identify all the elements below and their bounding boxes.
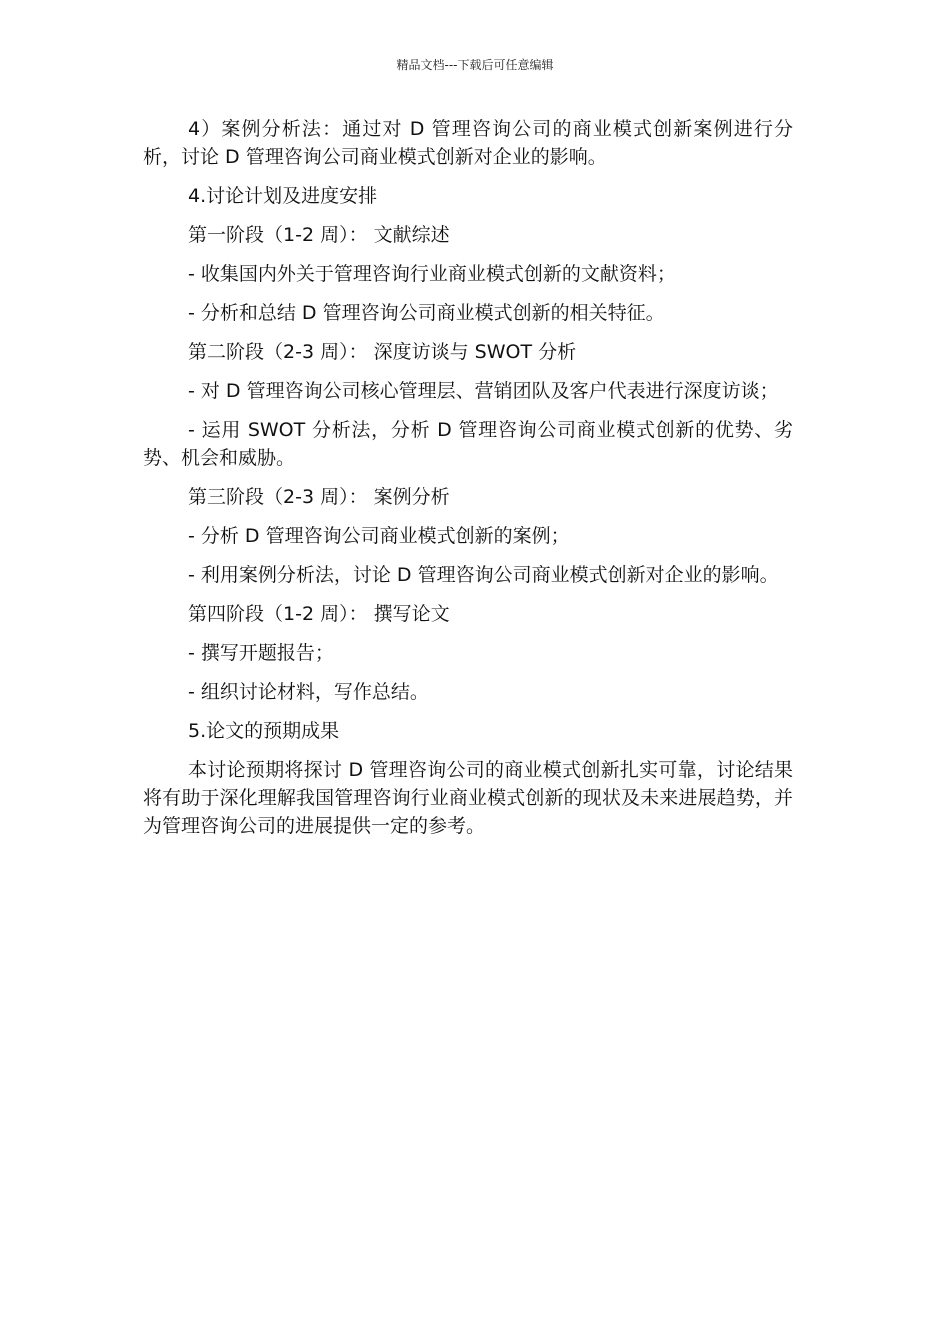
stage-three-item-1: - 分析 D 管理咨询公司商业模式创新的案例；: [188, 525, 570, 547]
paragraph-expected-results: 本讨论预期将探讨 D 管理咨询公司的商业模式创新扎实可靠，讨论结果将有助于深化理解我国管理咨询行业商业模式创新的现状及未来进展趋势，并为管理咨询公司的进展提供一定的参考。: [143, 759, 793, 837]
stage-two-item-2: - 运用 SWOT 分析法，分析 D 管理咨询公司商业模式创新的优势、劣势、机会和威胁。: [143, 419, 793, 469]
document-body: [143, 115, 793, 851]
stage-four-item-2: - 组织讨论材料，写作总结。: [188, 681, 429, 703]
stage-three-item-2: - 利用案例分析法，讨论 D 管理咨询公司商业模式创新对企业的影响。: [188, 564, 779, 586]
page-header: 精品文档---下载后可任意编辑: [396, 58, 554, 72]
stage-four-title: 第四阶段（1-2 周）： 撰写论文: [188, 603, 450, 625]
stage-four-item-1: - 撰写开题报告；: [188, 642, 334, 664]
stage-two-item-1: - 对 D 管理咨询公司核心管理层、营销团队及客户代表进行深度访谈；: [188, 380, 779, 402]
stage-one-item-2: - 分析和总结 D 管理咨询公司商业模式创新的相关特征。: [188, 302, 665, 324]
paragraph-case-analysis-method: 4）案例分析法：通过对 D 管理咨询公司的商业模式创新案例进行分析，讨论 D 管理咨询公司商业模式创新对企业的影响。: [143, 118, 793, 168]
stage-one-title: 第一阶段（1-2 周）： 文献综述: [188, 224, 450, 246]
heading-expected-results: 5.论文的预期成果: [188, 720, 340, 742]
stage-two-title: 第二阶段（2-3 周）： 深度访谈与 SWOT 分析: [188, 341, 577, 363]
stage-three-title: 第三阶段（2-3 周）： 案例分析: [188, 486, 450, 508]
heading-research-plan: 4.讨论计划及进度安排: [188, 185, 378, 207]
stage-one-item-1: - 收集国内外关于管理咨询行业商业模式创新的文献资料；: [188, 263, 676, 285]
